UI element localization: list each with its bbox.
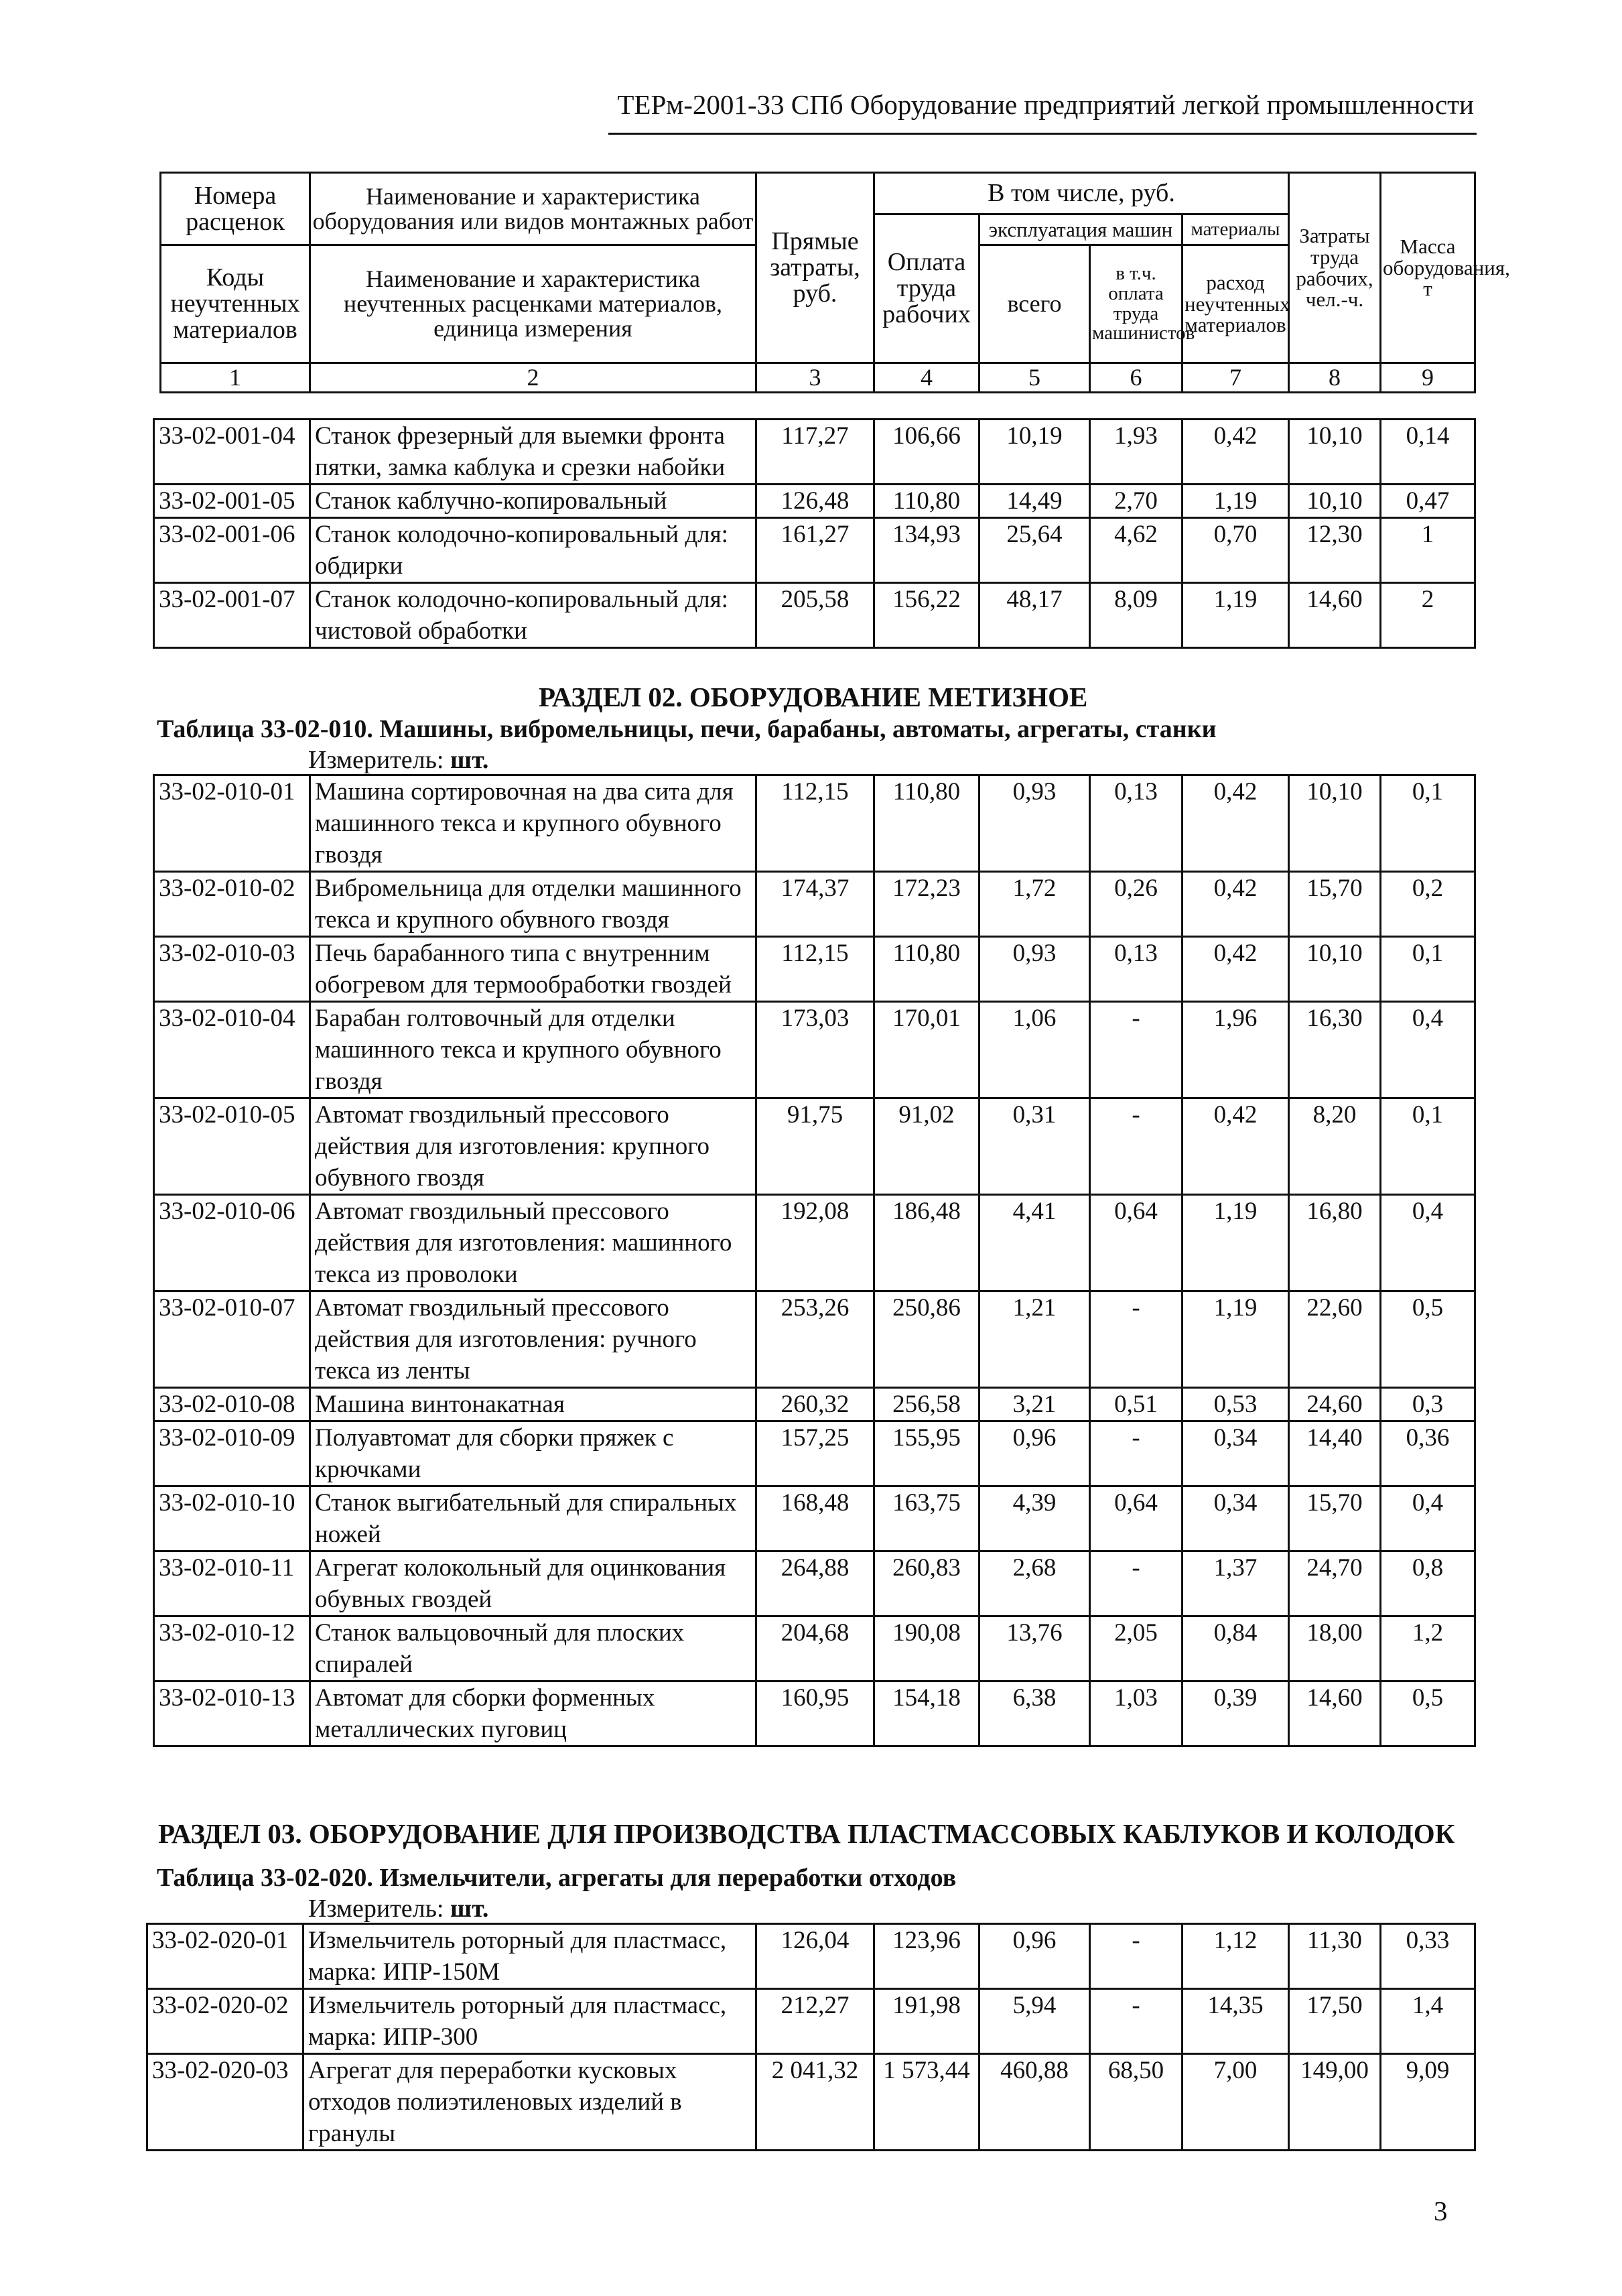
table-row: [147, 1924, 1475, 1989]
labor-hours: 17,50: [1289, 1989, 1381, 2054]
equipment-name: Барабан голтовочный для отделки машинного текса и крупного обувного гвоздя: [310, 1002, 756, 1098]
equipment-name: Автомат для сборки форменных металлических пуговиц: [310, 1681, 756, 1746]
col-number: 2: [310, 363, 756, 393]
head-labor: Затраты труда рабочих, чел.-ч.: [1289, 173, 1381, 363]
machine-costs: 25,64: [979, 518, 1090, 583]
table-row: [154, 1486, 1475, 1551]
direct-costs: 253,26: [756, 1291, 874, 1388]
machine-costs: 48,17: [979, 583, 1090, 648]
labor-hours: 14,60: [1289, 1681, 1381, 1746]
machine-costs: 5,94: [979, 1989, 1090, 2054]
materials-cost: 0,34: [1182, 1421, 1289, 1486]
machine-costs: 4,39: [979, 1486, 1090, 1551]
table-row: [154, 872, 1475, 937]
machine-costs: 14,49: [979, 485, 1090, 518]
worker-wages: 186,48: [874, 1195, 979, 1291]
machinist-wages: 8,09: [1090, 583, 1182, 648]
equipment-mass: 0,1: [1381, 775, 1475, 872]
worker-wages: 156,22: [874, 583, 979, 648]
table-row: [154, 1551, 1475, 1616]
materials-cost: 1,19: [1182, 485, 1289, 518]
direct-costs: 91,75: [756, 1098, 874, 1195]
machinist-wages: 4,62: [1090, 518, 1182, 583]
equipment-mass: 0,4: [1381, 1002, 1475, 1098]
materials-cost: 1,19: [1182, 1291, 1289, 1388]
equipment-mass: 0,2: [1381, 872, 1475, 937]
table-head: [159, 172, 1510, 393]
labor-hours: 8,20: [1289, 1098, 1381, 1195]
head-mass: Масса оборудования, т: [1381, 173, 1475, 363]
col-number: 7: [1182, 363, 1289, 393]
rates-table-33-02-010: [153, 774, 1476, 1747]
head-direct-costs: Прямые затраты, руб.: [756, 173, 874, 363]
rate-code: 33-02-010-03: [154, 937, 310, 1002]
rate-code: 33-02-020-03: [147, 2054, 303, 2151]
table-33-02-010-caption: Таблица 33-02-010. Машины, вибромельницы, печи, барабаны, автоматы, агрегаты, станки: [157, 715, 1217, 743]
worker-wages: 163,75: [874, 1486, 979, 1551]
labor-hours: 16,30: [1289, 1002, 1381, 1098]
machine-costs: 6,38: [979, 1681, 1090, 1746]
col-number: 1: [161, 363, 310, 393]
equipment-name: Машина винтонакатная: [310, 1388, 756, 1421]
direct-costs: 264,88: [756, 1551, 874, 1616]
rate-code: 33-02-010-01: [154, 775, 310, 872]
machinist-wages: 0,26: [1090, 872, 1182, 937]
materials-cost: 1,12: [1182, 1924, 1289, 1989]
machine-costs: 0,93: [979, 937, 1090, 1002]
table-row: [154, 1195, 1475, 1291]
head-machine-total: всего: [979, 245, 1090, 363]
machinist-wages: -: [1090, 1098, 1182, 1195]
worker-wages: 154,18: [874, 1681, 979, 1746]
machinist-wages: 2,70: [1090, 485, 1182, 518]
equipment-mass: 0,4: [1381, 1486, 1475, 1551]
equipment-mass: 1: [1381, 518, 1475, 583]
machine-costs: 4,41: [979, 1195, 1090, 1291]
direct-costs: 212,27: [756, 1989, 874, 2054]
labor-hours: 10,10: [1289, 937, 1381, 1002]
direct-costs: 126,04: [756, 1924, 874, 1989]
machine-costs: 460,88: [979, 2054, 1090, 2151]
materials-cost: 0,42: [1182, 775, 1289, 872]
rate-code: 33-02-010-09: [154, 1421, 310, 1486]
table-row: [154, 1421, 1475, 1486]
rates-table-33-02-001: [153, 418, 1476, 649]
labor-hours: 16,80: [1289, 1195, 1381, 1291]
worker-wages: 172,23: [874, 872, 979, 937]
labor-hours: 15,70: [1289, 1486, 1381, 1551]
machine-costs: 10,19: [979, 420, 1090, 485]
labor-hours: 10,10: [1289, 775, 1381, 872]
table-row: [154, 1616, 1475, 1681]
direct-costs: 126,48: [756, 485, 874, 518]
machine-costs: 0,93: [979, 775, 1090, 872]
equipment-mass: 9,09: [1381, 2054, 1475, 2151]
machine-costs: 1,21: [979, 1291, 1090, 1388]
labor-hours: 14,60: [1289, 583, 1381, 648]
equipment-name: Измельчитель роторный для пластмасс, марка: ИПР-300: [303, 1989, 756, 2054]
equipment-name: Станок вальцовочный для плоских спиралей: [310, 1616, 756, 1681]
machine-costs: 13,76: [979, 1616, 1090, 1681]
direct-costs: 2 041,32: [756, 2054, 874, 2151]
equipment-name: Станок выгибательный для спиральных ножей: [310, 1486, 756, 1551]
head-codes: Коды неучтенных материалов: [161, 245, 310, 363]
header-rule: [608, 133, 1477, 135]
machinist-wages: 1,03: [1090, 1681, 1182, 1746]
materials-cost: 0,42: [1182, 872, 1289, 937]
equipment-mass: 0,8: [1381, 1551, 1475, 1616]
col-number: 3: [756, 363, 874, 393]
worker-wages: 123,96: [874, 1924, 979, 1989]
machinist-wages: -: [1090, 1421, 1182, 1486]
rate-code: 33-02-010-05: [154, 1098, 310, 1195]
head-rate-numbers: Номера расценок: [161, 173, 310, 245]
rate-code: 33-02-010-12: [154, 1616, 310, 1681]
table-row: [147, 1989, 1475, 2054]
table-row: [154, 1002, 1475, 1098]
worker-wages: 250,86: [874, 1291, 979, 1388]
table-33-02-020-caption: Таблица 33-02-020. Измельчители, агрегаты для переработки отходов: [157, 1864, 957, 1892]
machinist-wages: 68,50: [1090, 2054, 1182, 2151]
equipment-mass: 1,4: [1381, 1989, 1475, 2054]
col-number: 5: [979, 363, 1090, 393]
materials-cost: 0,34: [1182, 1486, 1289, 1551]
machinist-wages: -: [1090, 1291, 1182, 1388]
running-header: ТЕРм-2001-33 СПб Оборудование предприятий легкой промышленности: [617, 89, 1474, 120]
materials-cost: 0,70: [1182, 518, 1289, 583]
machine-costs: 3,21: [979, 1388, 1090, 1421]
table-row: [154, 420, 1475, 485]
rates-table-33-02-020: [146, 1923, 1476, 2151]
materials-cost: 0,42: [1182, 937, 1289, 1002]
materials-cost: 14,35: [1182, 1989, 1289, 2054]
materials-cost: 1,19: [1182, 1195, 1289, 1291]
worker-wages: 190,08: [874, 1616, 979, 1681]
labor-hours: 149,00: [1289, 2054, 1381, 2151]
equipment-mass: 0,5: [1381, 1291, 1475, 1388]
direct-costs: 160,95: [756, 1681, 874, 1746]
head-machinist-wages: в т.ч. оплата труда машинистов: [1090, 245, 1182, 363]
equipment-mass: 1,2: [1381, 1616, 1475, 1681]
table-row: [154, 1388, 1475, 1421]
meter-label-03: Измеритель: шт.: [308, 1895, 489, 1923]
direct-costs: 173,03: [756, 1002, 874, 1098]
equipment-mass: 2: [1381, 583, 1475, 648]
col-number: 6: [1090, 363, 1182, 393]
table-row: [154, 583, 1475, 648]
head-wages: Оплата труда рабочих: [874, 214, 979, 363]
rate-code: 33-02-001-07: [154, 583, 310, 648]
equipment-mass: 0,33: [1381, 1924, 1475, 1989]
worker-wages: 134,93: [874, 518, 979, 583]
materials-cost: 0,42: [1182, 420, 1289, 485]
rate-code: 33-02-010-04: [154, 1002, 310, 1098]
labor-hours: 12,30: [1289, 518, 1381, 583]
table-row: [154, 1681, 1475, 1746]
labor-hours: 22,60: [1289, 1291, 1381, 1388]
equipment-name: Машина сортировочная на два сита для машинного текса и крупного обувного гвоздя: [310, 775, 756, 872]
col-number: 8: [1289, 363, 1381, 393]
head-unaccounted-materials: расход неучтенных материалов: [1182, 245, 1289, 363]
rate-code: 33-02-010-02: [154, 872, 310, 937]
equipment-mass: 0,14: [1381, 420, 1475, 485]
rate-code: 33-02-001-05: [154, 485, 310, 518]
equipment-mass: 0,1: [1381, 937, 1475, 1002]
machinist-wages: 0,64: [1090, 1486, 1182, 1551]
worker-wages: 106,66: [874, 420, 979, 485]
materials-cost: 1,96: [1182, 1002, 1289, 1098]
labor-hours: 11,30: [1289, 1924, 1381, 1989]
equipment-mass: 0,47: [1381, 485, 1475, 518]
head-machine-operation: эксплуатация машин: [979, 214, 1182, 245]
machinist-wages: 0,51: [1090, 1388, 1182, 1421]
col-number: 9: [1381, 363, 1475, 393]
table-row: [147, 2054, 1475, 2151]
equipment-mass: 0,5: [1381, 1681, 1475, 1746]
machinist-wages: 2,05: [1090, 1616, 1182, 1681]
equipment-mass: 0,36: [1381, 1421, 1475, 1486]
worker-wages: 256,58: [874, 1388, 979, 1421]
equipment-mass: 0,3: [1381, 1388, 1475, 1421]
worker-wages: 155,95: [874, 1421, 979, 1486]
machine-costs: 0,96: [979, 1421, 1090, 1486]
direct-costs: 205,58: [756, 583, 874, 648]
machine-costs: 2,68: [979, 1551, 1090, 1616]
equipment-name: Измельчитель роторный для пластмасс, марка: ИПР-150М: [303, 1924, 756, 1989]
materials-cost: 1,19: [1182, 583, 1289, 648]
machinist-wages: 0,13: [1090, 937, 1182, 1002]
direct-costs: 260,32: [756, 1388, 874, 1421]
direct-costs: 168,48: [756, 1486, 874, 1551]
machinist-wages: -: [1090, 1924, 1182, 1989]
table-row: [154, 1291, 1475, 1388]
materials-cost: 0,39: [1182, 1681, 1289, 1746]
rate-code: 33-02-010-13: [154, 1681, 310, 1746]
table-row: [154, 937, 1475, 1002]
worker-wages: 1 573,44: [874, 2054, 979, 2151]
rate-code: 33-02-001-06: [154, 518, 310, 583]
equipment-name: Печь барабанного типа с внутренним обогревом для термообработки гвоздей: [310, 937, 756, 1002]
machine-costs: 0,96: [979, 1924, 1090, 1989]
direct-costs: 117,27: [756, 420, 874, 485]
table-row: [154, 775, 1475, 872]
direct-costs: 161,27: [756, 518, 874, 583]
head-equipment-name: Наименование и характеристика оборудования или видов монтажных работ: [310, 173, 756, 245]
col-number: 4: [874, 363, 979, 393]
materials-cost: 0,42: [1182, 1098, 1289, 1195]
equipment-name: Станок фрезерный для выемки фронта пятки, замка каблука и срезки набойки: [310, 420, 756, 485]
materials-cost: 7,00: [1182, 2054, 1289, 2151]
worker-wages: 170,01: [874, 1002, 979, 1098]
table-row: [154, 1098, 1475, 1195]
head-including: В том числе, руб.: [874, 173, 1289, 214]
equipment-name: Агрегат для переработки кусковых отходов полиэтиленовых изделий в гранулы: [303, 2054, 756, 2151]
rate-code: 33-02-020-02: [147, 1989, 303, 2054]
labor-hours: 18,00: [1289, 1616, 1381, 1681]
labor-hours: 24,70: [1289, 1551, 1381, 1616]
worker-wages: 191,98: [874, 1989, 979, 2054]
equipment-name: Агрегат колокольный для оцинкования обувных гвоздей: [310, 1551, 756, 1616]
rate-code: 33-02-010-06: [154, 1195, 310, 1291]
worker-wages: 110,80: [874, 485, 979, 518]
rate-code: 33-02-010-10: [154, 1486, 310, 1551]
section-02-title: РАЗДЕЛ 02. ОБОРУДОВАНИЕ МЕТИЗНОЕ: [539, 682, 1088, 712]
rate-code: 33-02-001-04: [154, 420, 310, 485]
head-materials: материалы: [1182, 214, 1289, 245]
equipment-name: Вибромельница для отделки машинного текса и крупного обувного гвоздя: [310, 872, 756, 937]
machinist-wages: 0,13: [1090, 775, 1182, 872]
meter-label-02: Измеритель: шт.: [308, 746, 489, 774]
direct-costs: 192,08: [756, 1195, 874, 1291]
worker-wages: 260,83: [874, 1551, 979, 1616]
materials-cost: 0,53: [1182, 1388, 1289, 1421]
machine-costs: 1,72: [979, 872, 1090, 937]
head-material-name: Наименование и характеристика неучтенных расценками материалов, единица измерения: [310, 245, 756, 363]
equipment-mass: 0,1: [1381, 1098, 1475, 1195]
direct-costs: 157,25: [756, 1421, 874, 1486]
worker-wages: 91,02: [874, 1098, 979, 1195]
materials-cost: 0,84: [1182, 1616, 1289, 1681]
table-row: [154, 485, 1475, 518]
rate-code: 33-02-010-07: [154, 1291, 310, 1388]
labor-hours: 10,10: [1289, 420, 1381, 485]
machinist-wages: -: [1090, 1002, 1182, 1098]
direct-costs: 204,68: [756, 1616, 874, 1681]
equipment-name: Станок каблучно-копировальный: [310, 485, 756, 518]
machinist-wages: -: [1090, 1551, 1182, 1616]
equipment-name: Автомат гвоздильный прессового действия для изготовления: машинного текса из проволоки: [310, 1195, 756, 1291]
page-number: 3: [1434, 2195, 1448, 2226]
rate-code: 33-02-010-08: [154, 1388, 310, 1421]
labor-hours: 14,40: [1289, 1421, 1381, 1486]
labor-hours: 10,10: [1289, 485, 1381, 518]
equipment-name: Автомат гвоздильный прессового действия для изготовления: крупного обувного гвоздя: [310, 1098, 756, 1195]
machine-costs: 1,06: [979, 1002, 1090, 1098]
equipment-name: Автомат гвоздильный прессового действия для изготовления: ручного текса из ленты: [310, 1291, 756, 1388]
direct-costs: 174,37: [756, 872, 874, 937]
direct-costs: 112,15: [756, 937, 874, 1002]
equipment-name: Станок колодочно-копировальный для: чистовой обработки: [310, 583, 756, 648]
machinist-wages: -: [1090, 1989, 1182, 2054]
table-row: [154, 518, 1475, 583]
machinist-wages: 0,64: [1090, 1195, 1182, 1291]
machine-costs: 0,31: [979, 1098, 1090, 1195]
direct-costs: 112,15: [756, 775, 874, 872]
labor-hours: 15,70: [1289, 872, 1381, 937]
machinist-wages: 1,93: [1090, 420, 1182, 485]
equipment-name: Полуавтомат для сборки пряжек с крючками: [310, 1421, 756, 1486]
worker-wages: 110,80: [874, 775, 979, 872]
section-03-title: РАЗДЕЛ 03. ОБОРУДОВАНИЕ ДЛЯ ПРОИЗВОДСТВА ПЛАСТМАССОВЫХ КАБЛУКОВ И КОЛОДОК: [158, 1818, 1455, 1849]
rate-code: 33-02-020-01: [147, 1924, 303, 1989]
rate-code: 33-02-010-11: [154, 1551, 310, 1616]
equipment-name: Станок колодочно-копировальный для: обдирки: [310, 518, 756, 583]
worker-wages: 110,80: [874, 937, 979, 1002]
materials-cost: 1,37: [1182, 1551, 1289, 1616]
labor-hours: 24,60: [1289, 1388, 1381, 1421]
equipment-mass: 0,4: [1381, 1195, 1475, 1291]
